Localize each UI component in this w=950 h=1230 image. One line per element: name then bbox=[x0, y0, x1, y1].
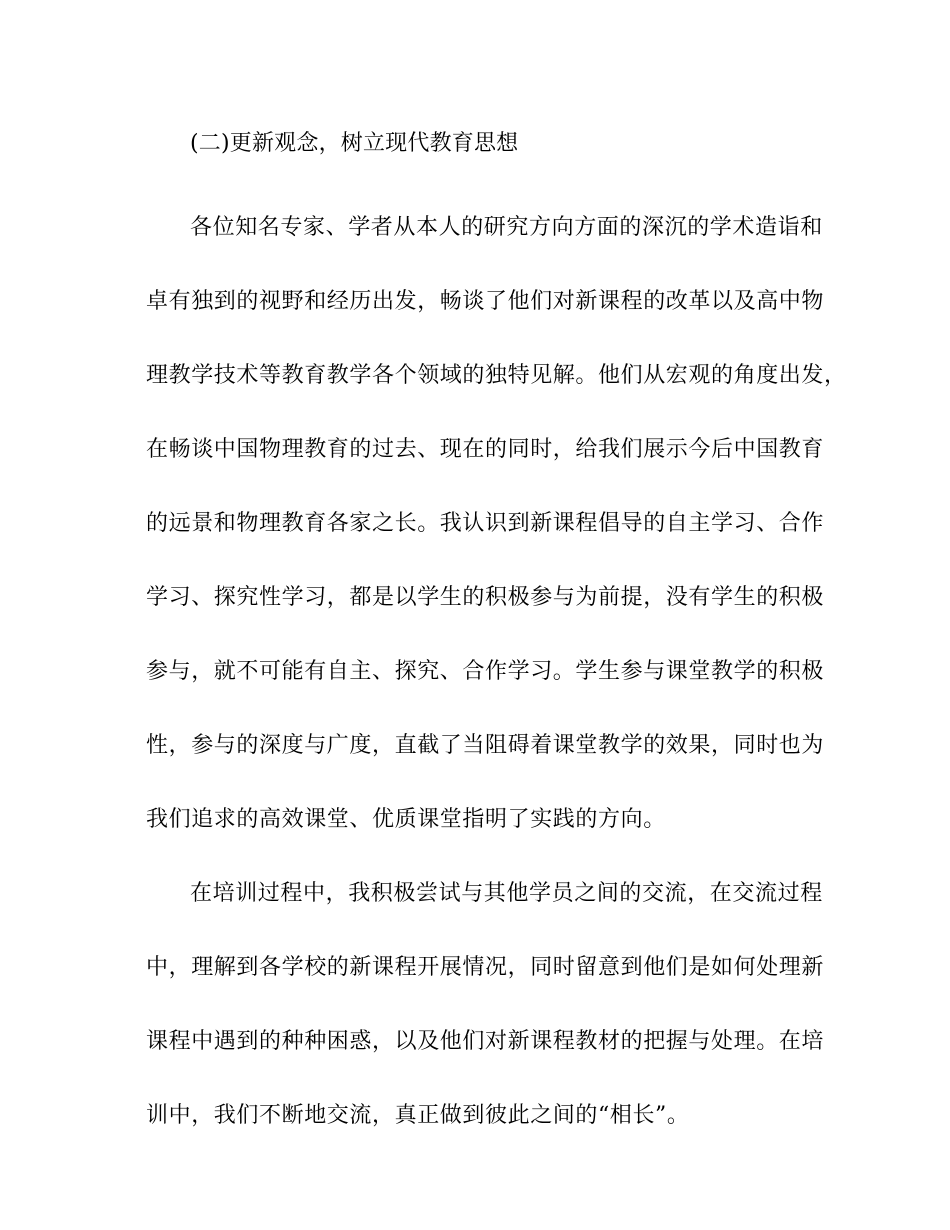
paragraph-2 bbox=[146, 857, 825, 1153]
paragraph-line: 我们追求的高效课堂、优质课堂指明了实践的方向。 bbox=[146, 807, 666, 832]
paragraph-line: 参与，就不可能有自主、探究、合作学习。学生参与课堂教学的积极 bbox=[146, 659, 825, 684]
paragraph-line: 学习、探究性学习，都是以学生的积极参与为前提，没有学生的积极 bbox=[146, 585, 825, 610]
paragraph-line: 中，理解到各学校的新课程开展情况，同时留意到他们是如何处理新 bbox=[146, 955, 825, 980]
document-body bbox=[146, 120, 847, 1153]
paragraph-line: 性，参与的深度与广度，直截了当阻碍着课堂教学的效果，同时也为 bbox=[146, 733, 825, 758]
section-heading: (二)更新观念，树立现代教育思想 bbox=[190, 131, 519, 156]
paragraph-line: 理教学技术等教育教学各个领域的独特见解。他们从宏观的角度出发， bbox=[146, 363, 847, 388]
paragraph-1 bbox=[146, 191, 847, 857]
paragraph-line: 在畅谈中国物理教育的过去、现在的同时，给我们展示今后中国教育 bbox=[146, 437, 825, 462]
paragraph-line: 卓有独到的视野和经历出发，畅谈了他们对新课程的改革以及高中物 bbox=[146, 289, 825, 314]
paragraph-line: 的远景和物理教育各家之长。我认识到新课程倡导的自主学习、合作 bbox=[146, 511, 825, 536]
paragraph-line: 课程中遇到的种种困惑，以及他们对新课程教材的把握与处理。在培 bbox=[146, 1029, 825, 1054]
paragraph-line: 训中，我们不断地交流，真正做到彼此之间的“相长”。 bbox=[146, 1103, 690, 1128]
paragraph-line: 各位知名专家、学者从本人的研究方向方面的深沉的学术造诣和 bbox=[190, 215, 823, 240]
paragraph-line: 在培训过程中，我积极尝试与其他学员之间的交流，在交流过程 bbox=[190, 881, 823, 906]
